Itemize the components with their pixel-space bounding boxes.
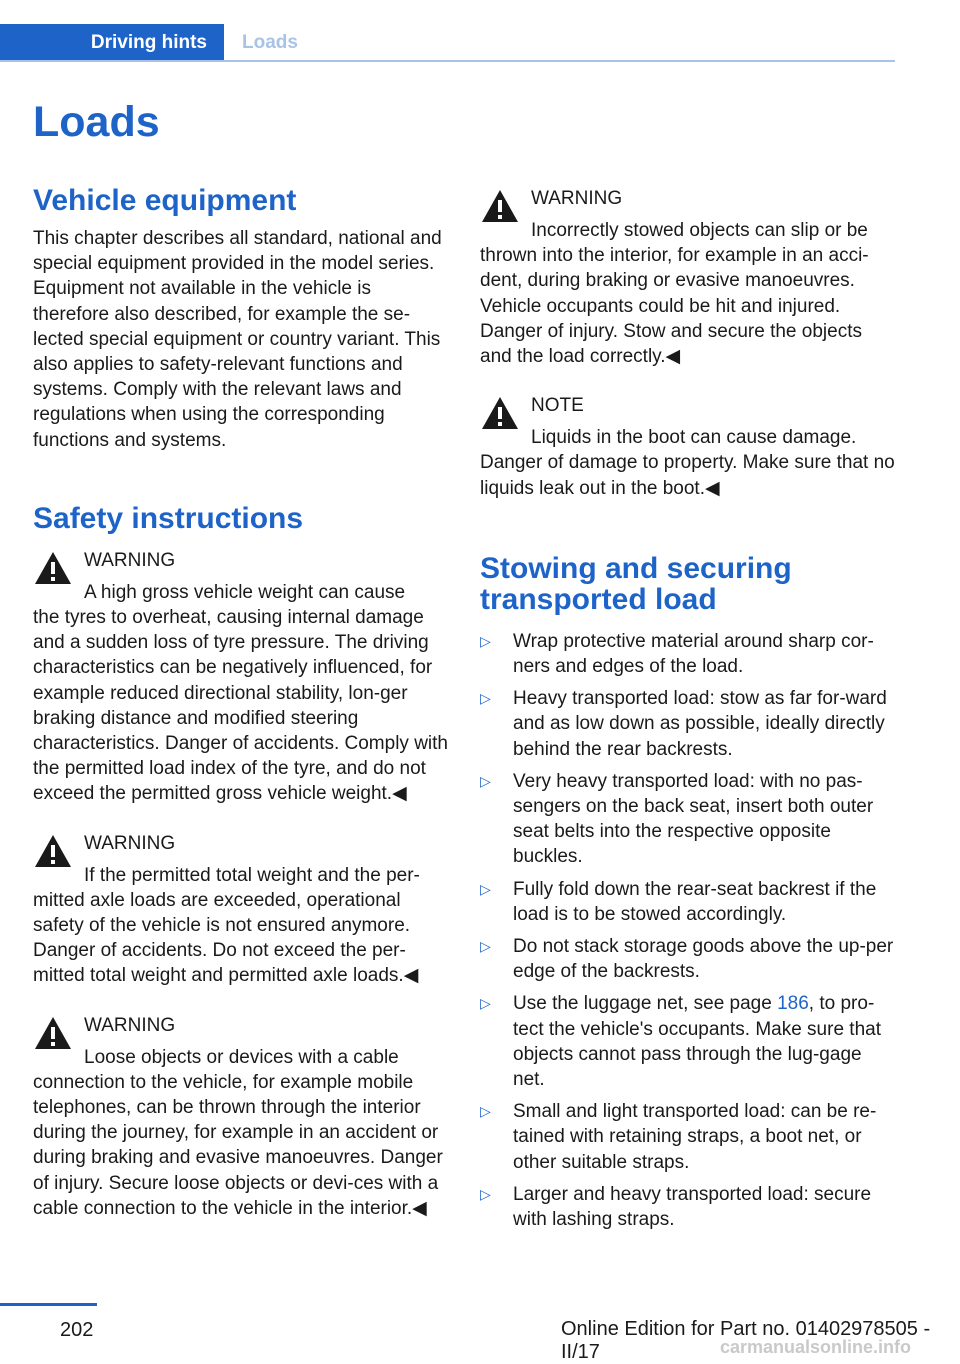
warning-triangle-icon [33, 833, 73, 869]
list-item: ▷ Do not stack storage goods above the up-per edge of the backrests. [480, 936, 894, 983]
warning-text: the tyres to overheat, causing internal damage and a sudden loss of tyre pressure. The driving characteristics can be negatively influenced, for example reduced directional stability, lon-ger braking distance and modified steering characteristics. Danger of accidents. Comply with the permitted load index of the tyre, and do not exceed the permitted gross vehicle weight.◀ [33, 607, 448, 805]
note-block [480, 393, 895, 501]
tab-driving-hints[interactable]: Driving hints [0, 24, 224, 62]
bullet-icon: ▷ [480, 1185, 491, 1202]
bullet-icon: ▷ [480, 1103, 491, 1120]
bullet-icon: ▷ [480, 772, 491, 789]
warning-text: mitted axle loads are exceeded, operational safety of the vehicle is not ensured anymore. Danger of accidents. Do not exceed the per-mitted total weight and permitted axle loads.◀ [33, 889, 419, 987]
list-item: ▷ Use the luggage net, see page 186, to pro-tect the vehicle's occupants. Make sure that objects cannot pass through the lug-gage net. [480, 993, 881, 1091]
warning-label: WARNING [84, 549, 176, 571]
left-column [33, 183, 451, 1221]
warning-block [480, 186, 895, 369]
header-bar [0, 24, 895, 62]
list-item: ▷ Fully fold down the rear-seat backrest if the load is to be stowed accordingly. [480, 878, 877, 925]
page-number: 202 [60, 1319, 94, 1341]
page-title: Loads [33, 98, 160, 146]
vehicle-equipment-text: This chapter describes all standard, national and special equipment provided in the model series. Equipment not available in the vehicle is therefore also described, for example the se-lected special equipment or country variant. This also applies to safety-relevant functions and systems. Comply with the relevant laws and regulations when using the corresponding functions and systems. [33, 228, 442, 451]
header-underline [0, 60, 895, 62]
note-first-line: Liquids in the boot can cause damage. [531, 427, 857, 449]
list-item: ▷ Very heavy transported load: with no pas-sengers on the back seat, insert both outer seat belts into the respective opposite buckles. [480, 770, 874, 868]
warning-first-line: Incorrectly stowed objects can slip or be [531, 220, 868, 241]
warning-triangle-icon [480, 395, 520, 431]
list-item: ▷ Small and light transported load: can be re-tained with retaining straps, a boot net, or other suitable straps. [480, 1101, 877, 1173]
footer-rule [0, 1303, 97, 1306]
right-column [480, 183, 895, 1239]
vehicle-equipment-heading: Vehicle equipment [33, 184, 297, 217]
tab-loads[interactable]: Loads [242, 32, 298, 53]
bullet-icon: ▷ [480, 995, 491, 1012]
warning-block [33, 831, 451, 989]
warning-first-line: If the permitted total weight and the per- [84, 864, 420, 886]
note-label: NOTE [531, 395, 584, 417]
warning-triangle-icon [33, 1015, 73, 1051]
warning-first-line: Loose objects or devices with a cable [84, 1046, 399, 1068]
warning-triangle-icon [480, 188, 520, 224]
warning-triangle-icon [33, 550, 73, 586]
stowing-list [480, 629, 895, 1232]
watermark: carmanualsonline.info [720, 1337, 912, 1357]
bullet-icon: ▷ [480, 632, 491, 649]
warning-label: WARNING [84, 1014, 176, 1036]
warning-block [33, 1013, 451, 1221]
bullet-icon: ▷ [480, 938, 491, 955]
warning-label: WARNING [531, 188, 623, 209]
page-link-186[interactable]: 186 [777, 993, 809, 1015]
bullet-icon: ▷ [480, 690, 491, 707]
note-text: Danger of damage to property. Make sure that no liquids leak out in the boot.◀ [480, 452, 895, 499]
warning-block [33, 548, 451, 807]
list-item: ▷ Wrap protective material around sharp cor-ners and edges of the load. [480, 630, 874, 678]
warning-first-line: A high gross vehicle weight can cause [84, 581, 406, 603]
bullet-icon: ▷ [480, 880, 491, 897]
warning-label: WARNING [84, 832, 176, 854]
edition-text: Online Edition for Part no. 01402978505 - II/17 [561, 1318, 931, 1363]
warning-text: connection to the vehicle, for example mobile telephones, can be thrown through the interior during the journey, for example in an accident or during braking and evasive manoeuvres. Danger of injury. Secure loose objects or devi-ces with a cable connection to the vehicle in the interior.◀ [33, 1071, 443, 1219]
safety-instructions-heading: Safety instructions [33, 501, 304, 535]
list-item: ▷ Heavy transported load: stow as far for-ward and as low down as possible, ideally directly behind the rear backrests. [480, 688, 887, 760]
list-item: ▷ Larger and heavy transported load: secure with lashing straps. [480, 1183, 872, 1231]
warning-text: thrown into the interior, for example in an acci-dent, during braking or evasive manoeuvres. Vehicle occupants could be hit and injured. Danger of injury. Stow and secure the objects and the load correctly.◀ [480, 245, 869, 368]
stowing-heading: Stowing and securing transported load [480, 551, 792, 616]
